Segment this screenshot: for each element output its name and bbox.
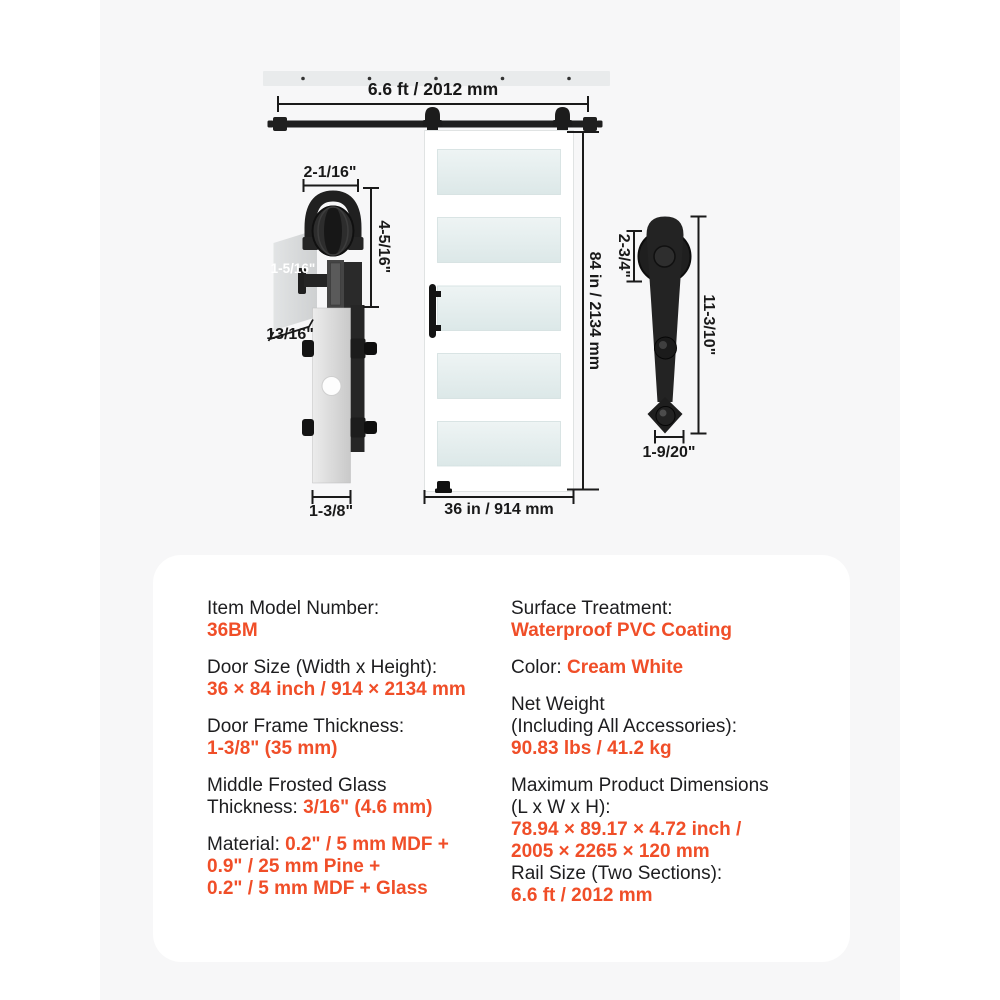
spec-card [153, 555, 850, 962]
spec-rail-size [511, 863, 811, 907]
spec-column-left [207, 598, 507, 915]
spec-label: Maximum Product Dimensions [511, 775, 769, 796]
spec-value: 6.6 ft / 2012 mm [511, 885, 653, 906]
spec-value: 3/16" (4.6 mm) [303, 797, 433, 818]
spec-surface-treatment [511, 598, 811, 642]
spec-item-model [207, 598, 507, 642]
spec-label: Net Weight [511, 694, 605, 715]
door-width-label: 36 in / 914 mm [444, 501, 554, 518]
spec-label: Color: [511, 657, 562, 678]
spec-frame-thickness [207, 716, 507, 760]
frosted-glass-panel [438, 286, 561, 331]
door-thickness-dimension-line [313, 490, 351, 504]
hanger-tip-label: 1-9/20" [642, 444, 696, 461]
frosted-glass-panel [438, 150, 561, 195]
roller-height-label: 4-5/16" [374, 220, 392, 274]
spec-value: Waterproof PVC Coating [511, 620, 732, 641]
frosted-glass-panel [438, 422, 561, 467]
spec-label: Middle Frosted Glass [207, 775, 387, 796]
frosted-glass-panel [438, 354, 561, 399]
spec-label: Surface Treatment: [511, 598, 673, 619]
hanger-detail-view [639, 217, 691, 434]
spec-value: 0.2" / 5 mm MDF + [285, 834, 449, 855]
bracket-width-label: 13/16" [266, 326, 314, 343]
hub-bolt [654, 246, 675, 267]
spec-label: Item Model Number: [207, 598, 380, 619]
spec-value: 0.9" / 25 mm Pine + [207, 856, 381, 877]
spec-value: 1-3/8" (35 mm) [207, 738, 338, 759]
rail-length-label: 6.6 ft / 2012 mm [367, 79, 499, 99]
bar-hole [322, 377, 341, 396]
frosted-glass-panel [438, 218, 561, 263]
roller-width-label: 2-1/16" [303, 164, 357, 181]
spec-value: 0.2" / 5 mm MDF + Glass [207, 878, 428, 899]
spec-value: Cream White [566, 657, 684, 678]
barn-door [425, 131, 574, 494]
roller-wheel [312, 206, 355, 257]
spec-label: (L x W x H): [511, 797, 611, 818]
hanger-wheel-label: 2-3/4" [614, 233, 632, 278]
spec-label: Door Frame Thickness: [207, 716, 405, 737]
spec-value: 78.94 × 89.17 × 4.72 inch / [511, 819, 742, 840]
spec-label: Door Size (Width x Height): [207, 657, 438, 678]
bracket-side-label: 1-5/16" [270, 261, 316, 276]
door-thickness-label: 1-3/8" [308, 503, 354, 520]
tip-bolt [656, 407, 675, 426]
spec-glass-thickness [207, 775, 507, 819]
spec-value: 90.83 lbs / 41.2 kg [511, 738, 672, 759]
spec-column-right [511, 598, 811, 922]
spec-value: 36 × 84 inch / 914 × 2134 mm [207, 679, 466, 700]
hanger-tip-dimension-line [655, 430, 684, 444]
spec-label: Material: [207, 834, 280, 855]
door-height-label: 84 in / 2134 mm [585, 251, 603, 370]
spec-label: Rail Size (Two Sections): [511, 863, 723, 884]
spec-max-dimensions [511, 775, 811, 863]
spec-color [511, 657, 811, 679]
hanger-length-label: 11-3/10" [699, 294, 717, 356]
spec-label: (Including All Accessories): [511, 716, 737, 737]
spec-label: Thickness: [207, 797, 298, 818]
spec-door-size [207, 657, 507, 701]
spec-value: 36BM [207, 620, 258, 641]
spec-net-weight [511, 694, 811, 760]
floor-guide [435, 481, 452, 493]
spec-value: 2005 × 2265 × 120 mm [511, 841, 710, 862]
hanger-strap [647, 217, 684, 403]
spec-material [207, 834, 507, 900]
